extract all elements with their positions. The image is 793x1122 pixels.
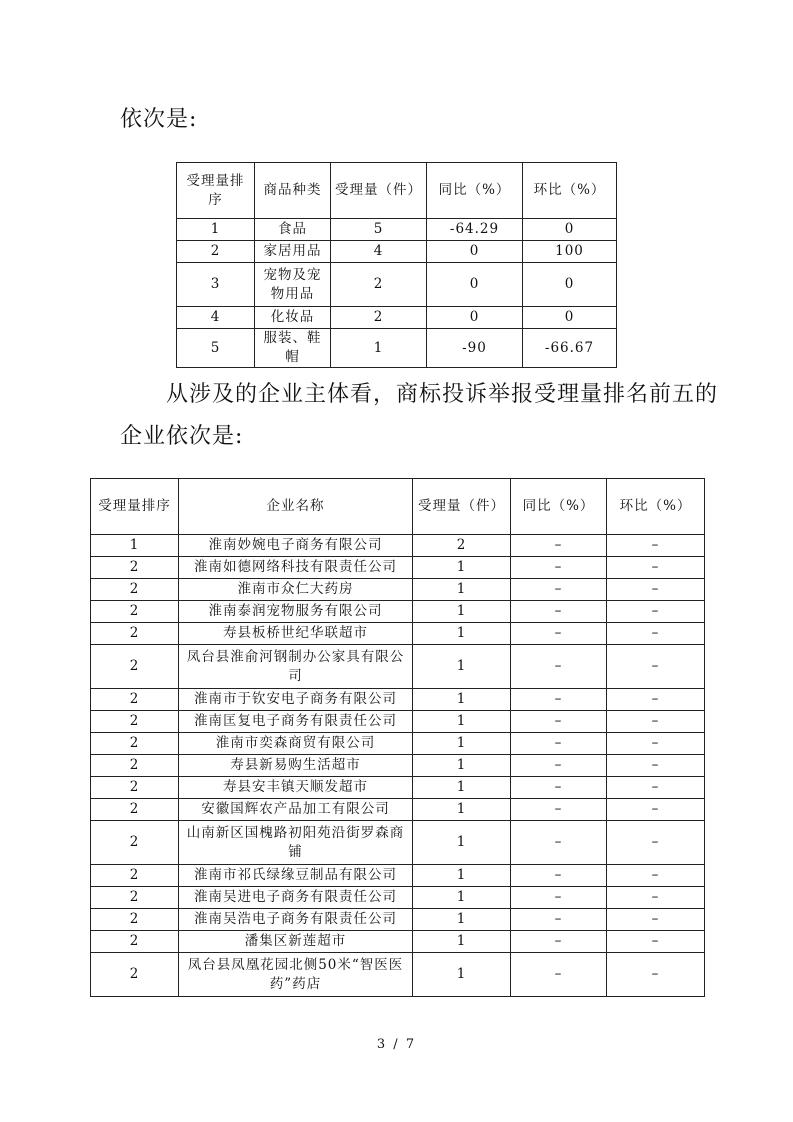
table-cell: 2	[91, 623, 179, 645]
table-cell: 2	[91, 733, 179, 755]
table-cell: –	[607, 887, 705, 909]
table-cell: 0	[523, 263, 617, 307]
table-cell: 淮南市于钦安电子商务有限公司	[179, 689, 413, 711]
table-row	[91, 623, 705, 645]
table-cell: 2	[91, 755, 179, 777]
table-cell: 1	[413, 755, 511, 777]
table-cell: –	[607, 579, 705, 601]
table-cell: –	[511, 623, 607, 645]
table-row	[91, 535, 705, 557]
table-cell: –	[607, 953, 705, 997]
table-cell: 2	[91, 711, 179, 733]
table-cell: –	[511, 777, 607, 799]
table-cell: –	[511, 733, 607, 755]
table-cell: 3	[177, 263, 255, 307]
table-cell: 淮南吴浩电子商务有限责任公司	[179, 909, 413, 931]
table-cell: –	[511, 865, 607, 887]
table-cell: –	[511, 887, 607, 909]
table-row	[91, 689, 705, 711]
table-cell: 2	[91, 689, 179, 711]
table-cell: 2	[91, 601, 179, 623]
column-header: 环比（%）	[523, 163, 617, 219]
paragraph-line-1: 从涉及的企业主体看，商标投诉举报受理量排名前五的	[166, 382, 719, 407]
table-cell: –	[511, 601, 607, 623]
column-header: 商品种类	[255, 163, 331, 219]
table-cell: –	[607, 645, 705, 689]
table-row	[91, 799, 705, 821]
table-cell: –	[511, 755, 607, 777]
table-cell: –	[511, 645, 607, 689]
table-row	[91, 601, 705, 623]
table-cell: 4	[177, 307, 255, 329]
table-cell: 2	[91, 887, 179, 909]
table-cell: –	[511, 689, 607, 711]
paragraph-line-2: 企业依次是:	[120, 424, 244, 449]
intro-text: 依次是:	[120, 107, 198, 132]
table-cell: 1	[413, 953, 511, 997]
table-row	[91, 733, 705, 755]
table-cell: 寿县新易购生活超市	[179, 755, 413, 777]
table-cell: 1	[413, 887, 511, 909]
table-cell: 凤台县淮俞河钢制办公家具有限公司	[179, 645, 413, 689]
table-cell: 2	[177, 241, 255, 263]
table-cell: –	[607, 535, 705, 557]
table-cell: 2	[331, 263, 427, 307]
table-cell: 2	[413, 535, 511, 557]
table-cell: 1	[413, 579, 511, 601]
header-row	[91, 479, 705, 535]
table-cell: 2	[91, 909, 179, 931]
table-cell: –	[607, 711, 705, 733]
table-cell: 2	[91, 557, 179, 579]
table-cell: –	[511, 711, 607, 733]
table-row	[91, 909, 705, 931]
table-cell: –	[607, 931, 705, 953]
column-header: 同比（%）	[511, 479, 607, 535]
column-header: 受理量（件）	[413, 479, 511, 535]
table-cell: –	[511, 799, 607, 821]
table-cell: 宠物及宠物用品	[255, 263, 331, 307]
column-header: 受理量排序	[177, 163, 255, 219]
table-cell: 寿县板桥世纪华联超市	[179, 623, 413, 645]
table-cell: –	[511, 821, 607, 865]
table-cell: 1	[91, 535, 179, 557]
table-cell: 0	[427, 263, 523, 307]
table-cell: -90	[427, 329, 523, 368]
table-cell: 1	[413, 711, 511, 733]
table-cell: –	[607, 799, 705, 821]
column-header: 企业名称	[179, 479, 413, 535]
table-cell: 2	[91, 821, 179, 865]
product-category-table	[176, 162, 617, 368]
table-cell: –	[511, 557, 607, 579]
table-cell: 2	[91, 645, 179, 689]
table-cell: 0	[523, 219, 617, 241]
table-row	[177, 307, 617, 329]
table-cell: 寿县安丰镇天顺发超市	[179, 777, 413, 799]
table-cell: 100	[523, 241, 617, 263]
table-cell: 2	[91, 953, 179, 997]
column-header: 环比（%）	[607, 479, 705, 535]
table-cell: 5	[177, 329, 255, 368]
table-cell: 家居用品	[255, 241, 331, 263]
table-cell: 1	[413, 821, 511, 865]
table-cell: 1	[413, 931, 511, 953]
table-cell: 安徽国辉农产品加工有限公司	[179, 799, 413, 821]
table-row	[91, 645, 705, 689]
table-cell: 1	[413, 777, 511, 799]
table-cell: –	[511, 909, 607, 931]
table-cell: 1	[413, 799, 511, 821]
table-cell: 淮南如德网络科技有限责任公司	[179, 557, 413, 579]
table-cell: 淮南匡复电子商务有限责任公司	[179, 711, 413, 733]
table-cell: –	[511, 931, 607, 953]
table-cell: 1	[413, 601, 511, 623]
table-cell: –	[607, 601, 705, 623]
table-cell: 2	[91, 799, 179, 821]
table-row	[177, 219, 617, 241]
table-cell: 潘集区新莲超市	[179, 931, 413, 953]
table-cell: 服装、鞋帽	[255, 329, 331, 368]
table-cell: –	[511, 953, 607, 997]
header-row	[177, 163, 617, 219]
table-cell: –	[607, 821, 705, 865]
table-row	[91, 887, 705, 909]
table-cell: –	[511, 579, 607, 601]
table-row	[91, 953, 705, 997]
table-row	[91, 755, 705, 777]
table-cell: 凤台县凤凰花园北侧50米“智医医药”药店	[179, 953, 413, 997]
table-cell: 食品	[255, 219, 331, 241]
table-row	[91, 579, 705, 601]
table-cell: 淮南市众仁大药房	[179, 579, 413, 601]
table-cell: 淮南市奕森商贸有限公司	[179, 733, 413, 755]
table-cell: 2	[91, 579, 179, 601]
table-cell: –	[607, 777, 705, 799]
table-cell: 2	[331, 307, 427, 329]
table-cell: 1	[177, 219, 255, 241]
table-cell: 1	[413, 623, 511, 645]
table-cell: 淮南妙婉电子商务有限公司	[179, 535, 413, 557]
table-cell: 1	[413, 909, 511, 931]
table-cell: –	[607, 909, 705, 931]
table-cell: 1	[413, 733, 511, 755]
column-header: 同比（%）	[427, 163, 523, 219]
column-header: 受理量（件）	[331, 163, 427, 219]
enterprise-ranking-table	[90, 478, 705, 997]
table-cell: 2	[91, 777, 179, 799]
table-cell: 0	[427, 241, 523, 263]
table-cell: 0	[427, 307, 523, 329]
table-cell: 1	[413, 645, 511, 689]
table-row	[177, 329, 617, 368]
table-cell: 1	[331, 329, 427, 368]
table-cell: 0	[523, 307, 617, 329]
table-row	[91, 711, 705, 733]
table-row	[91, 931, 705, 953]
table-cell: 淮南市祁氏绿缘豆制品有限公司	[179, 865, 413, 887]
table-cell: 1	[413, 689, 511, 711]
table-cell: –	[607, 557, 705, 579]
column-header: 受理量排序	[91, 479, 179, 535]
table-row	[91, 777, 705, 799]
table-row	[91, 557, 705, 579]
table-cell: -64.29	[427, 219, 523, 241]
table-cell: 1	[413, 865, 511, 887]
table-cell: 淮南泰润宠物服务有限公司	[179, 601, 413, 623]
table-cell: –	[607, 733, 705, 755]
table-cell: -66.67	[523, 329, 617, 368]
page-number: 3 / 7	[376, 1037, 417, 1052]
table-cell: 2	[91, 931, 179, 953]
table-cell: 化妆品	[255, 307, 331, 329]
table-cell: –	[607, 623, 705, 645]
table-cell: 1	[413, 557, 511, 579]
table-cell: –	[511, 535, 607, 557]
table-cell: 淮南吴进电子商务有限责任公司	[179, 887, 413, 909]
table-row	[177, 241, 617, 263]
table-cell: 4	[331, 241, 427, 263]
table-row	[91, 821, 705, 865]
table-cell: 2	[91, 865, 179, 887]
table-cell: –	[607, 689, 705, 711]
table-row	[91, 865, 705, 887]
table-cell: 山南新区国槐路初阳苑沿街罗森商铺	[179, 821, 413, 865]
table-cell: –	[607, 865, 705, 887]
table-cell: 5	[331, 219, 427, 241]
table-row	[177, 263, 617, 307]
table-cell: –	[607, 755, 705, 777]
